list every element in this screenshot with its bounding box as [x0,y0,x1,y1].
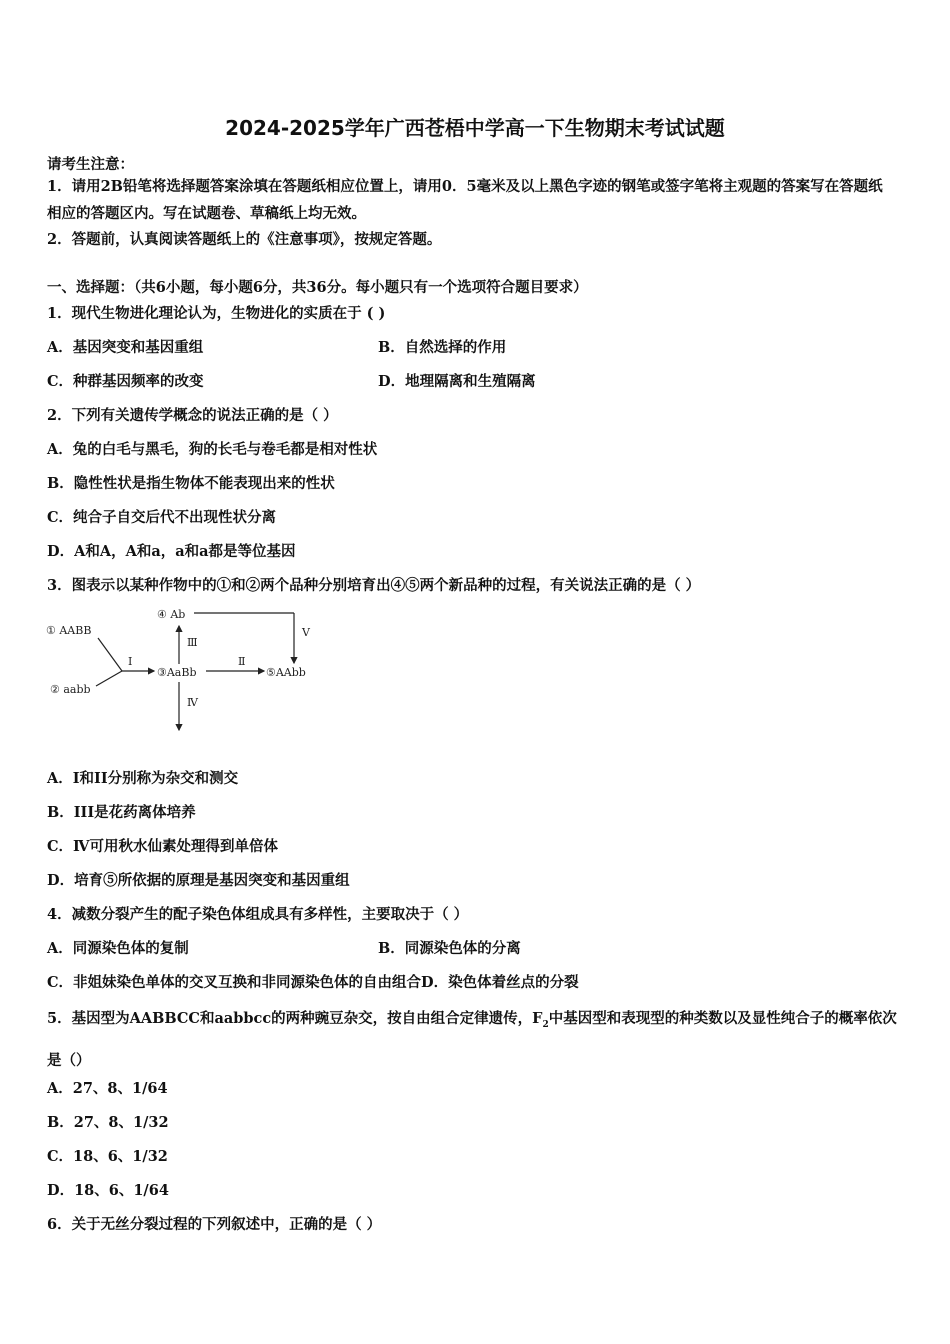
parent-1-label: ① AABB [46,624,92,637]
parent-2-label: ② aabb [50,683,91,696]
q5-option-a: A．27、8、1/64 [47,1080,168,1097]
q3-option-d: D．培育⑤所依据的原理是基因突变和基因重组 [47,872,350,889]
q4-stem: 4．减数分裂产生的配子染色体组成具有多样性，主要取决于（ ） [47,906,469,923]
q2-option-b: B．隐性性状是指生物体不能表现出来的性状 [47,475,335,492]
step-IV-label: Ⅳ [187,696,198,709]
q1-stem: 1．现代生物进化理论认为，生物进化的实质在于 ( ) [47,305,386,322]
q4-option-d-text: D．染色体着丝点的分裂 [421,974,579,991]
q6-stem: 6．关于无丝分裂过程的下列叙述中，正确的是（ ） [47,1216,382,1233]
q5-stem-part-1: 5．基因型为AABBCC和aabbcc的两种豌豆杂交，按自由组合定律遗传，F [47,1010,543,1027]
node-4-label: ④ Ab [157,608,186,621]
q2-option-a: A．兔的白毛与黑毛，狗的长毛与卷毛都是相对性状 [47,441,378,458]
q3-stem: 3．图表示以某种作物中的①和②两个品种分别培育出④⑤两个新品种的过程，有关说法正确的是（ ） [47,577,701,594]
q2-option-d: D．A和A，A和a，a和a都是等位基因 [47,543,296,560]
step-I-label: Ⅰ [128,655,133,668]
q2-stem: 2．下列有关遗传学概念的说法正确的是（ ） [47,407,338,424]
cross-line-1 [98,638,122,671]
q1-option-c: C．种群基因频率的改变 [47,373,204,390]
q5-stem-part-2: 中基因型和表现型的种类数以及显性纯合子的概率依次是（） [47,1010,897,1069]
step-V-label: Ⅴ [302,626,310,639]
breeding-diagram [46,598,326,738]
q2-option-c: C．纯合子自交后代不出现性状分离 [47,509,277,526]
q1-option-b: B．自然选择的作用 [378,339,507,356]
page-title: 2024-2025学年广西苍梧中学高一下生物期末考试试题 [225,116,725,140]
q4-option-b: B．同源染色体的分离 [378,940,521,957]
q4-option-c [47,971,579,992]
notice-item-1: 1．请用2B铅笔将选择题答案涂填在答题纸相应位置上，请用0．5毫米及以上黑色字迹的钢笔或签字笔将主观题的答案写在答题纸相应的答题区内。写在试题卷、草稿纸上均无效。 [47,178,883,222]
q5-option-c: C．18、6、1/32 [47,1148,168,1165]
q4-option-c-text: C．非姐妹染色单体的交叉互换和非同源染色体的自由组合 [47,974,422,991]
q5-option-b: B．27、8、1/32 [47,1114,169,1131]
q5-stem-subscript: 2 [542,1019,549,1030]
step-III-label: Ⅲ [187,636,198,649]
notice-heading: 请考生注意： [47,156,134,173]
node-5-label: ⑤AAbb [266,666,306,679]
q3-option-a: A．I和II分别称为杂交和测交 [47,770,239,787]
q1-option-a: A．基因突变和基因重组 [47,339,204,356]
q1-option-d: D．地理隔离和生殖隔离 [378,373,536,390]
q5-option-d: D．18、6、1/64 [47,1182,169,1199]
q3-option-c: C．Ⅳ可用秋水仙素处理得到单倍体 [47,838,278,855]
step-II-label: Ⅱ [238,655,246,668]
q5-stem [47,1001,897,1079]
q3-option-b: B．III是花药离体培养 [47,804,196,821]
notice-item-2: 2．答题前，认真阅读答题纸上的《注意事项》，按规定答题。 [47,231,442,248]
q4-option-a: A．同源染色体的复制 [47,940,189,957]
node-3-label: ③AaBb [157,666,197,679]
cross-line-2 [96,671,122,686]
section-heading: 一、选择题：（共6小题，每小题6分，共36分。每小题只有一个选项符合题目要求） [47,279,588,296]
